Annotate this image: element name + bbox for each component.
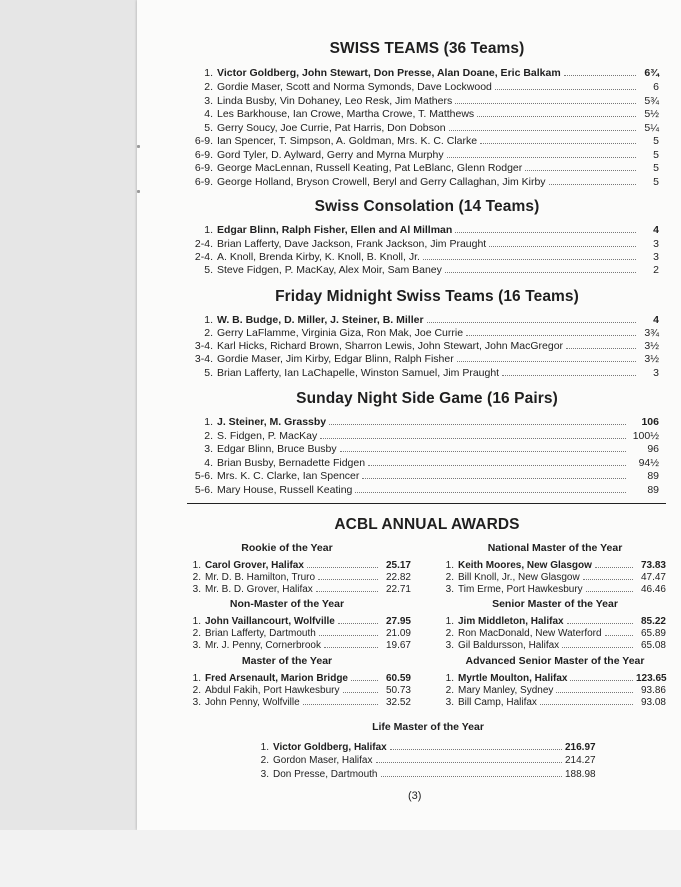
- award-row: 2. Brian Lafferty, Dartmouth 21.09: [192, 628, 411, 639]
- award-row: 1. Keith Moores, New Glasgow 73.83: [445, 560, 666, 571]
- result-row: 1. W. B. Budge, D. Miller, J. Steiner, B. Miller 4: [204, 314, 659, 326]
- result-row: 2. Gerry LaFlamme, Virginia Giza, Ron Mak, Joe Currie 3¾: [204, 327, 659, 339]
- acbl-awards-title: ACBL ANNUAL AWARDS: [334, 516, 520, 533]
- award-row: 3. Tim Erme, Port Hawkesbury 46.46: [445, 584, 666, 595]
- result-row: 1. Edgar Blinn, Ralph Fisher, Ellen and Al Millman 4: [204, 224, 659, 236]
- award-row: 3. Don Presse, Dartmouth 188.98: [260, 769, 596, 780]
- award-subtitle: Non-Master of the Year: [229, 598, 345, 610]
- result-row: 3. Edgar Blinn, Bruce Busby 96: [204, 443, 659, 455]
- award-row: 2. Abdul Fakih, Port Hawkesbury 50.73: [192, 685, 411, 696]
- result-row: 5. Steve Fidgen, P. MacKay, Alex Moir, Sam Baney 2: [204, 264, 659, 276]
- award-row: 2. Mary Manley, Sydney 93.86: [445, 685, 666, 696]
- result-row: 2-4. A. Knoll, Brenda Kirby, K. Knoll, B. Knoll, Jr. 3: [194, 251, 659, 263]
- award-subtitle: Senior Master of the Year: [492, 598, 618, 610]
- result-row: 5-6. Mary House, Russell Keating 89: [194, 484, 659, 496]
- award-row: 2. Gordon Maser, Halifax 214.27: [260, 755, 596, 766]
- result-row: 6-9. George Holland, Bryson Crowell, Beryl and Gerry Callaghan, Jim Kirby 5: [194, 176, 659, 188]
- result-row: 6-9. Ian Spencer, T. Simpson, A. Goldman, Mrs. K. C. Clarke 5: [194, 135, 659, 147]
- award-row: 2. Ron MacDonald, New Waterford 65.89: [445, 628, 666, 639]
- result-row: 5. Brian Lafferty, Ian LaChapelle, Winston Samuel, Jim Praught 3: [204, 367, 659, 379]
- result-row: 4. Brian Busby, Bernadette Fidgen 94½: [204, 457, 659, 469]
- award-row: 1. Jim Middleton, Halifax 85.22: [445, 616, 666, 627]
- award-row: 1. Carol Grover, Halifax 25.17: [192, 560, 411, 571]
- award-subtitle: Master of the Year: [241, 655, 333, 667]
- award-row: 3. Mr. J. Penny, Cornerbrook 19.67: [192, 640, 411, 651]
- award-row: 3. Mr. B. D. Grover, Halifax 22.71: [192, 584, 411, 595]
- swiss-teams-title: SWISS TEAMS (36 Teams): [329, 40, 525, 57]
- result-row: 5-6. Mrs. K. C. Clarke, Ian Spencer 89: [194, 470, 659, 482]
- page-number: (3): [408, 790, 422, 802]
- award-row: 3. Bill Camp, Halifax 93.08: [445, 697, 666, 708]
- result-row: 3-4. Karl Hicks, Richard Brown, Sharron Lewis, John Stewart, John MacGregor 3½: [194, 340, 659, 352]
- award-subtitle: Life Master of the Year: [372, 721, 484, 733]
- award-row: 3. John Penny, Wolfville 32.52: [192, 697, 411, 708]
- award-row: 2. Mr. D. B. Hamilton, Truro 22.82: [192, 572, 411, 583]
- sunday-night-title: Sunday Night Side Game (16 Pairs): [296, 390, 558, 407]
- result-row: 1. Victor Goldberg, John Stewart, Don Presse, Alan Doane, Eric Balkam 6¾: [204, 67, 659, 79]
- result-row: 5. Gerry Soucy, Joe Currie, Pat Harris, Don Dobson 5¼: [204, 122, 659, 134]
- friday-midnight-title: Friday Midnight Swiss Teams (16 Teams): [275, 288, 579, 305]
- result-row: 6-9. George MacLennan, Russell Keating, Pat LeBlanc, Glenn Rodger 5: [194, 162, 659, 174]
- award-subtitle: Rookie of the Year: [241, 542, 333, 554]
- result-row: 2. S. Fidgen, P. MacKay 100½: [204, 430, 659, 442]
- result-row: 2. Gordie Maser, Scott and Norma Symonds, Dave Lockwood 6: [204, 81, 659, 93]
- section-divider: [187, 503, 666, 504]
- award-row: 1. Fred Arsenault, Marion Bridge 60.59: [192, 673, 411, 684]
- result-row: 3-4. Gordie Maser, Jim Kirby, Edgar Blinn, Ralph Fisher 3½: [194, 353, 659, 365]
- award-row: 1. Victor Goldberg, Halifax 216.97: [260, 742, 596, 753]
- result-row: 1. J. Steiner, M. Grassby 106: [204, 416, 659, 428]
- swiss-consolation-title: Swiss Consolation (14 Teams): [314, 198, 540, 215]
- award-row: 3. Gil Baldursson, Halifax 65.08: [445, 640, 666, 651]
- result-row: 4. Les Barkhouse, Ian Crowe, Martha Crowe, T. Matthews 5½: [204, 108, 659, 120]
- award-row: 1. John Vaillancourt, Wolfville 27.95: [192, 616, 411, 627]
- result-row: 3. Linda Busby, Vin Dohaney, Leo Resk, Jim Mathers 5¾: [204, 95, 659, 107]
- scan-background: [0, 830, 681, 887]
- award-row: 1. Myrtle Moulton, Halifax 123.65: [445, 673, 667, 684]
- award-subtitle: National Master of the Year: [487, 542, 623, 554]
- award-row: 2. Bill Knoll, Jr., New Glasgow 47.47: [445, 572, 666, 583]
- scan-mark: [137, 145, 140, 148]
- result-row: 6-9. Gord Tyler, D. Aylward, Gerry and Myrna Murphy 5: [194, 149, 659, 161]
- award-subtitle: Advanced Senior Master of the Year: [465, 655, 645, 667]
- result-row: 2-4. Brian Lafferty, Dave Jackson, Frank Jackson, Jim Praught 3: [194, 238, 659, 250]
- scan-mark: [137, 190, 140, 193]
